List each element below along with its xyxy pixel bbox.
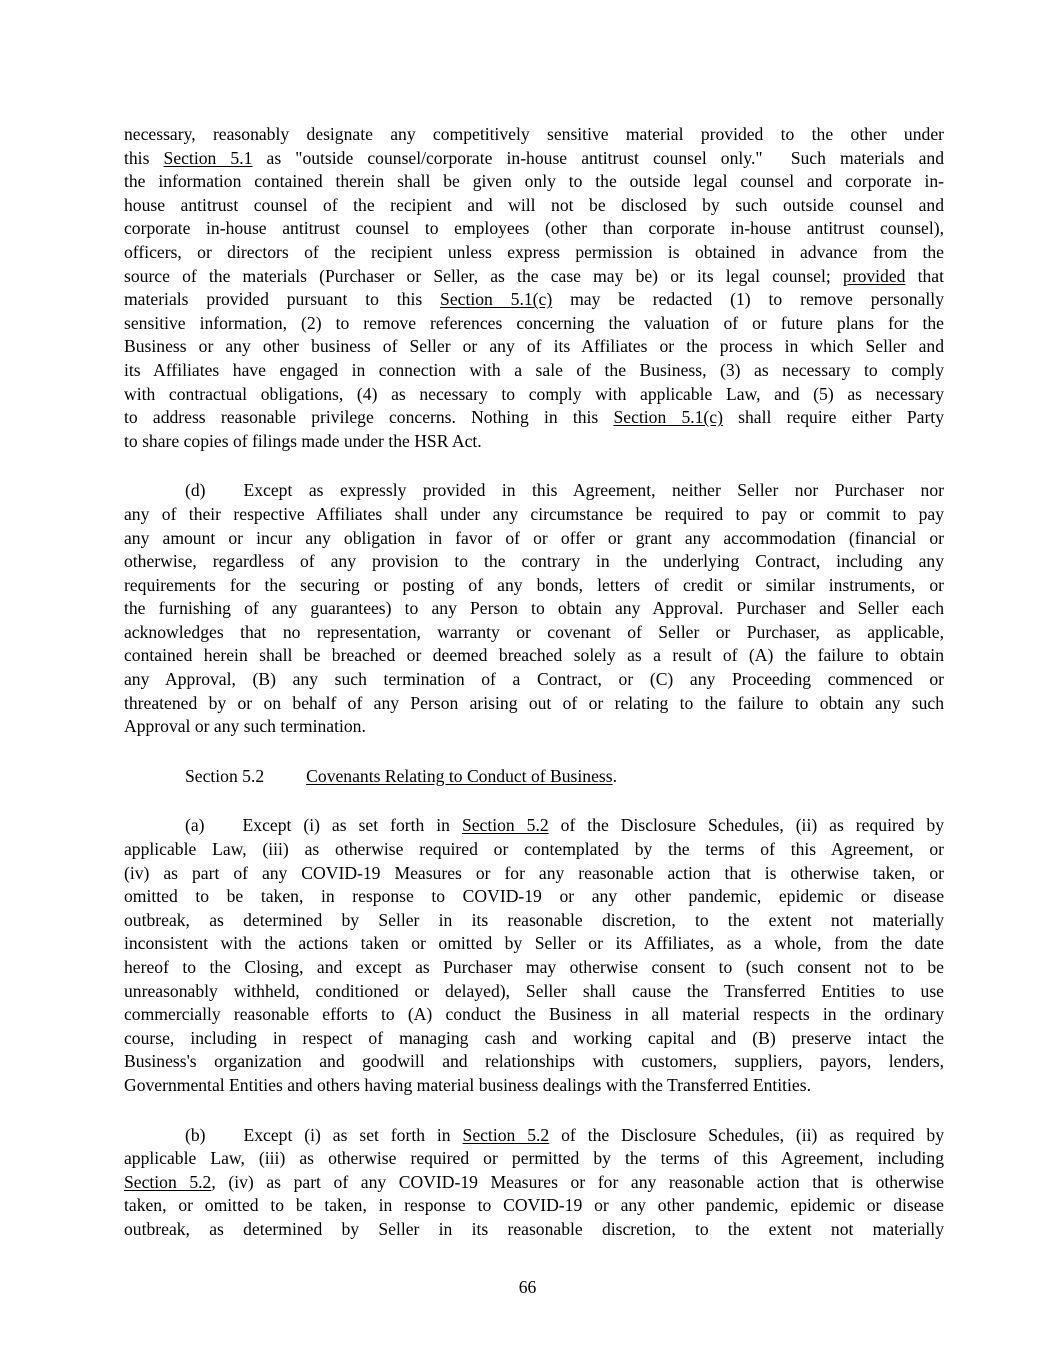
text-line <box>124 621 944 645</box>
text-line <box>124 597 944 621</box>
text-run: outbreak, as determined by Seller in its reasonable discretion, to the extent not materially <box>124 909 944 930</box>
tab-spacer <box>264 781 306 782</box>
text-run: acknowledges that no representation, warranty or covenant of Seller or Purchaser, as applicable, <box>124 621 944 642</box>
text-line <box>124 217 944 241</box>
text-line <box>124 1171 944 1195</box>
text-run: the furnishing of any guarantees) to any Person to obtain any Approval. Purchaser and Seller each <box>124 598 944 619</box>
text-line <box>124 715 944 739</box>
text-run: sensitive information, (2) to remove references concerning the valuation of or future plans for the <box>124 312 944 333</box>
text-run: commercially reasonable efforts to (A) conduct the Business in all material respects in the ordinary <box>124 1004 944 1025</box>
text-run: source of the materials (Purchaser or Seller, as the case may be) or its legal counsel; <box>124 265 843 286</box>
paragraph-d <box>124 479 944 739</box>
text-run: of the Disclosure Schedules, (ii) as required by <box>549 1124 944 1145</box>
text-run: Business or any other business of Seller or any of its Affiliates or the process in which Seller and <box>124 336 944 357</box>
text-line <box>124 527 944 551</box>
text-run: corporate in-house antitrust counsel to employees (other than corporate in-house antitrust counsel), <box>124 218 944 239</box>
text-line <box>124 1194 944 1218</box>
text-run: (b) <box>185 1124 206 1145</box>
paragraph-a <box>124 814 944 1097</box>
text-line <box>124 312 944 336</box>
text-line <box>124 194 944 218</box>
text-run: applicable Law, (iii) as otherwise required or permitted by the terms of this Agreement, including <box>124 1148 944 1169</box>
text-line <box>124 503 944 527</box>
text-line <box>124 406 944 430</box>
text-run: Except (i) as set forth in <box>242 815 462 836</box>
text-line <box>124 765 944 789</box>
text-line <box>124 668 944 692</box>
text-line <box>124 123 944 147</box>
text-line <box>124 932 944 956</box>
tab-spacer <box>124 781 185 782</box>
text-run: outbreak, as determined by Seller in its reasonable discretion, to the extent not materially <box>124 1218 944 1239</box>
text-line <box>124 1027 944 1051</box>
text-run: necessary, reasonably designate any competitively sensitive material provided to the other under <box>124 124 944 144</box>
text-line <box>124 550 944 574</box>
paragraph-section-5-1-c-continuation <box>124 123 944 453</box>
text-line <box>124 862 944 886</box>
text-run: contained herein shall be breached or deemed breached solely as a result of (A) the failure to obtain <box>124 645 944 666</box>
text-run: as "outside counsel/corporate in-house antitrust counsel only." Such materials and <box>252 147 944 168</box>
text-line <box>124 1147 944 1171</box>
tab-spacer <box>124 1140 185 1141</box>
text-run: materials provided pursuant to this <box>124 289 441 310</box>
text-run: house antitrust counsel of the recipient and will not be disclosed by such outside counsel and <box>124 194 944 215</box>
paragraph-b <box>124 1124 944 1242</box>
text-run: Governmental Entities and others having material business dealings with the Transferred Entities. <box>124 1074 811 1095</box>
text-line <box>124 1218 944 1242</box>
document-body <box>124 123 944 1268</box>
text-line <box>124 383 944 407</box>
text-line <box>124 288 944 312</box>
underlined-reference: Covenants Relating to Conduct of Business <box>306 765 613 786</box>
text-run: inconsistent with the actions taken or omitted by Seller or its Affiliates, as a whole, from the date <box>124 933 944 954</box>
text-run: Section 5.2 <box>185 765 265 786</box>
text-run: that <box>905 265 945 286</box>
underlined-reference: Section 5.1(c) <box>440 289 553 310</box>
text-run: otherwise, regardless of any provision to the contrary in the underlying Contract, including any <box>124 551 944 572</box>
underlined-reference: Section 5.1(c) <box>613 407 723 428</box>
text-line <box>124 980 944 1004</box>
text-line <box>124 956 944 980</box>
text-line <box>124 265 944 289</box>
text-line <box>124 241 944 265</box>
text-line <box>124 1124 944 1148</box>
text-line <box>124 644 944 668</box>
text-line <box>124 170 944 194</box>
tab-spacer <box>124 830 185 831</box>
tab-spacer <box>206 1140 244 1141</box>
text-run: any of their respective Affiliates shall under any circumstance be required to pay or commit to pay <box>124 503 944 524</box>
text-run: to share copies of filings made under the HSR Act. <box>124 430 482 451</box>
text-run: omitted to be taken, in response to COVID-19 or any other pandemic, epidemic or disease <box>124 886 944 907</box>
text-run: with contractual obligations, (4) as necessary to comply with applicable Law, and (5) as necessary <box>124 383 944 404</box>
text-run: requirements for the securing or posting of any bonds, letters of credit or similar instruments, or <box>124 574 944 595</box>
text-run: Business's organization and goodwill and relationships with customers, suppliers, payors, lenders, <box>124 1051 944 1072</box>
text-run: any amount or incur any obligation in favor of or offer or grant any accommodation (financial or <box>124 527 944 548</box>
text-run: hereof to the Closing, and except as Purchaser may otherwise consent to (such consent not to be <box>124 957 944 977</box>
text-line <box>124 1050 944 1074</box>
text-line <box>124 909 944 933</box>
text-run: officers, or directors of the recipient unless express permission is obtained in advance from the <box>124 241 944 262</box>
text-run: applicable Law, (iii) as otherwise required or contemplated by the terms of this Agreement, or <box>124 839 944 860</box>
underlined-reference: Section 5.2 <box>461 815 549 836</box>
page-number: 66 <box>518 1277 537 1297</box>
text-run: its Affiliates have engaged in connection with a sale of the Business, (3) as necessary to comply <box>124 359 944 380</box>
text-run: threatened by or on behalf of any Person arising out of or relating to the failure to obtain any such <box>124 692 944 713</box>
text-run: (iv) as part of any COVID-19 Measures or for any reasonable action that is otherwise taken, or <box>124 862 944 883</box>
text-run: , (iv) as part of any COVID-19 Measures or for any reasonable action that is otherwise <box>211 1171 944 1192</box>
text-line <box>124 359 944 383</box>
text-line <box>124 335 944 359</box>
text-run: this <box>124 147 164 168</box>
text-line <box>124 574 944 598</box>
underlined-reference: Section 5.2 <box>124 1171 212 1192</box>
text-line <box>124 1074 944 1098</box>
text-run: may be redacted (1) to remove personally <box>552 289 944 310</box>
text-run: unreasonably withheld, conditioned or delayed), Seller shall cause the Transferred Entities to use <box>124 980 944 1001</box>
text-line <box>124 430 944 454</box>
text-run: shall require either Party <box>722 407 944 428</box>
underlined-reference: Section 5.1 <box>163 147 253 168</box>
tab-spacer <box>124 495 185 496</box>
underlined-reference: provided <box>842 265 906 286</box>
text-run: . <box>612 765 617 786</box>
text-line <box>124 814 944 838</box>
text-line <box>124 1003 944 1027</box>
text-run: any Approval, (B) any such termination of a Contract, or (C) any Proceeding commenced or <box>124 669 944 690</box>
heading-section-5-2 <box>124 765 944 789</box>
text-run: Except as expressly provided in this Agreement, neither Seller nor Purchaser nor <box>243 480 944 501</box>
text-line <box>124 479 944 503</box>
text-run: (d) <box>185 480 206 501</box>
underlined-reference: Section 5.2 <box>462 1124 550 1145</box>
text-run: Approval or any such termination. <box>124 716 366 737</box>
text-line <box>124 838 944 862</box>
tab-spacer <box>205 830 243 831</box>
text-line <box>124 692 944 716</box>
text-run: (a) <box>185 815 205 836</box>
tab-spacer <box>206 495 244 496</box>
text-run: to address reasonable privilege concerns. Nothing in this <box>124 407 614 428</box>
text-run: taken, or omitted to be taken, in response to COVID-19 or any other pandemic, epidemic or disease <box>124 1195 944 1216</box>
text-run: the information contained therein shall be given only to the outside legal counsel and corporate in- <box>124 171 944 192</box>
text-line <box>124 147 944 171</box>
text-line <box>124 885 944 909</box>
text-run: course, including in respect of managing cash and working capital and (B) preserve intact the <box>124 1027 944 1048</box>
text-run: Except (i) as set forth in <box>243 1124 463 1145</box>
text-run: of the Disclosure Schedules, (ii) as required by <box>548 815 944 836</box>
